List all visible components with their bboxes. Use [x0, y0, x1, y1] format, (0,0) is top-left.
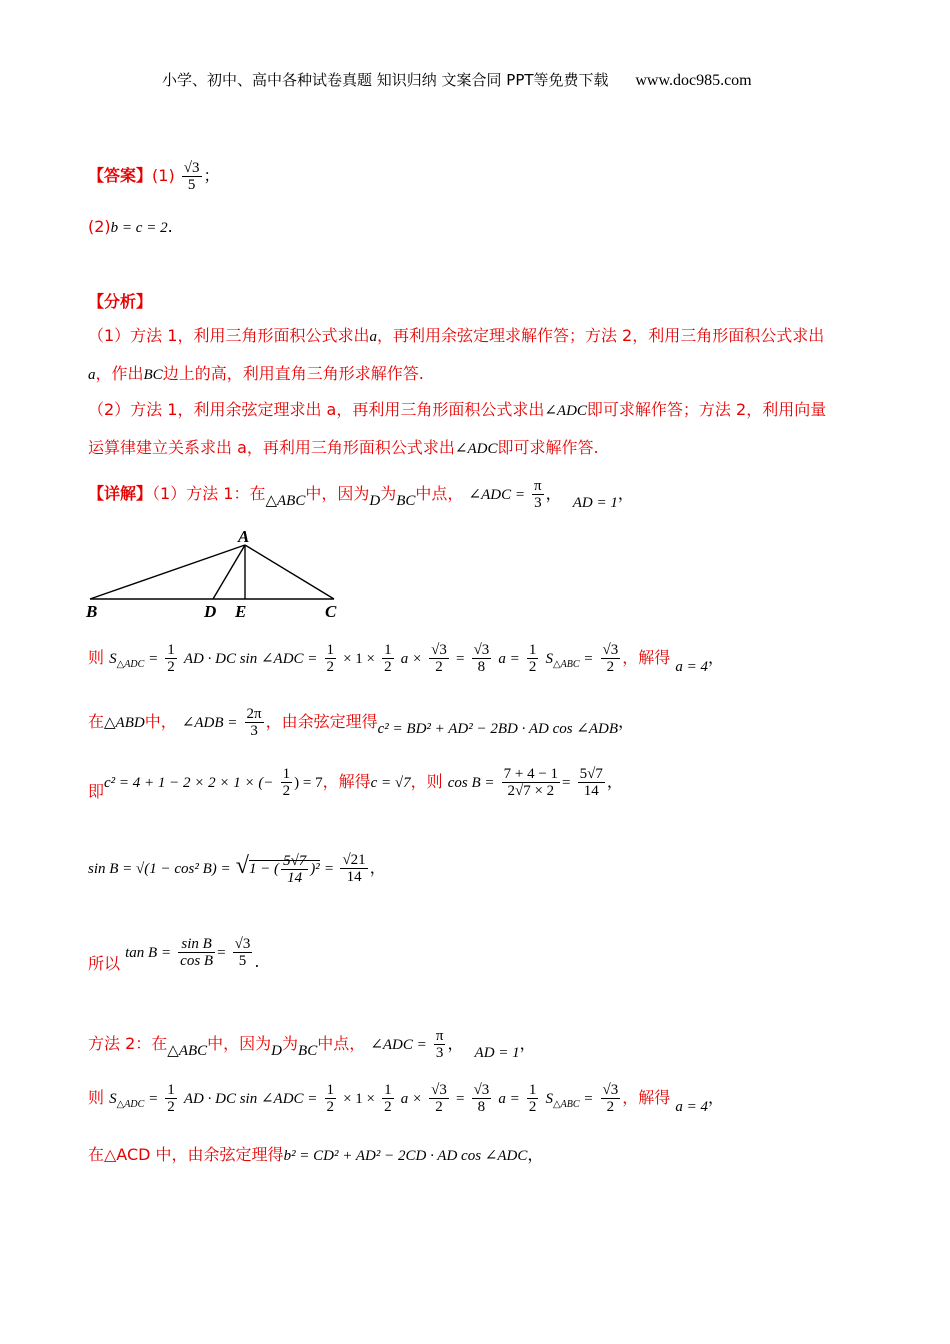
comma: ，: [707, 1088, 724, 1107]
answer-fraction-num: √3: [183, 160, 200, 176]
detail-angle-lhs: ∠ADC =: [468, 487, 525, 503]
acd-expr: b² = CD² + AD² − 2CD · AD cos ∠ADC: [283, 1148, 528, 1164]
sub: △ADC: [116, 659, 145, 670]
num: 5√7: [283, 853, 307, 870]
num: 7 + 4 − 1: [503, 766, 559, 782]
den: 14: [287, 870, 303, 887]
c2-end: ) = 7: [294, 775, 323, 791]
num: √3: [431, 1082, 447, 1098]
den: cos B: [180, 953, 214, 969]
suoyi: 所以: [88, 954, 121, 973]
analysis-line3-rest: 即可求解作答；方法 2，利用向量: [586, 400, 827, 419]
answer-label: 【答案】: [88, 166, 153, 185]
method2-intro: 方法 2：在: [88, 1034, 168, 1053]
frac-sqrt21-14: [340, 852, 367, 885]
ad1: AD = 1: [474, 1045, 520, 1061]
den: 2: [326, 659, 334, 675]
segment-ad: [213, 545, 245, 599]
den: 2: [384, 659, 392, 675]
detail-intro-d: 中点，: [415, 484, 464, 503]
answer-part1-end: ；: [203, 166, 220, 185]
detail-intro-b: 中，因为: [305, 484, 370, 503]
c2-expr: c² = BD² + AD² − 2BD · AD cos ∠ADB: [377, 721, 619, 737]
solve: ，解得: [622, 1088, 671, 1107]
sinb: sin B = √(1 − cos² B) =: [88, 861, 231, 877]
frac-sqrt3-2: [429, 642, 449, 675]
s: S: [545, 1091, 553, 1107]
comma: ，: [519, 1034, 536, 1053]
num: 1: [384, 642, 392, 658]
zhong: 中，: [144, 712, 177, 731]
solve: ，解得: [622, 648, 671, 667]
den: 2: [167, 1099, 175, 1115]
tanb: tan B =: [125, 945, 172, 961]
num: √3: [473, 1082, 490, 1098]
method2-intro-line: [88, 1028, 536, 1061]
segment-ab: [90, 545, 245, 599]
frac-sqrt3-8: [472, 642, 492, 675]
analysis-line2-bc: BC: [143, 367, 163, 383]
analysis-line2-text: ，作出: [95, 364, 144, 383]
num: 1: [326, 642, 334, 658]
num: 1: [384, 1082, 392, 1098]
acd-end: ，: [527, 1145, 544, 1164]
s-adc: $S_{\triangle ADC}$ =: [109, 651, 159, 670]
frac-num: π: [534, 478, 542, 494]
frac-half: [165, 642, 177, 675]
acd-text: 在△ACD 中，由余弦定理得: [88, 1145, 284, 1164]
a4: a = 4: [675, 659, 708, 675]
num: 1: [167, 1082, 175, 1098]
s: S: [109, 1091, 117, 1107]
label-d: D: [204, 602, 217, 621]
c2-line: 即c² = 4 + 1 − 2 × 2 × 1 × (− $\frac{1}{2}$ ) = 7，解得c = √7，则 cos B = $\frac{7 + 4 - 1}{2√7 \times 2}$ = $\frac{5√7}{14}$ ，: [88, 766, 623, 801]
x1x: × 1 ×: [343, 651, 376, 667]
intro-b: 中，因为: [207, 1034, 272, 1053]
label-b: B: [86, 602, 98, 621]
den: 3: [435, 1045, 444, 1061]
answer-line-2: [88, 217, 173, 237]
analysis-line4-rest: 即可求解作答.: [497, 438, 599, 457]
frac-half: [165, 1082, 177, 1115]
inner: 1 − (: [248, 861, 280, 877]
detail-ad1: AD = 1: [572, 495, 618, 511]
frac-sqrt3-8: [472, 1082, 492, 1115]
frac-cosb: [502, 766, 560, 799]
detail-bc: BC: [396, 493, 416, 509]
a-times: a ×: [400, 1091, 423, 1107]
num: √3: [473, 642, 490, 658]
den: 2: [384, 1099, 392, 1115]
label-a: A: [238, 527, 250, 546]
frac-half: [527, 1082, 539, 1115]
analysis-line-4: [88, 435, 599, 458]
frac-5sqrt7-14: [578, 766, 605, 799]
sub: △ABC: [552, 659, 580, 670]
num: 1: [326, 1082, 334, 1098]
num: √3: [602, 642, 619, 658]
den: 2: [435, 1099, 443, 1115]
analysis-line1-rest: ，再利用余弦定理求解作答；方法 2，利用三角形面积公式求出: [376, 326, 825, 345]
triangle-figure: [84, 526, 344, 622]
frac-den: 3: [534, 495, 542, 511]
num: √3: [431, 642, 447, 658]
num: √3: [234, 936, 251, 952]
num: 1: [528, 1082, 537, 1098]
area-mid: AD · DC sin ∠ADC =: [183, 1091, 318, 1107]
frac-half: [281, 766, 293, 799]
intro-c: 为: [282, 1034, 299, 1053]
s-abc: $S_{\triangle ABC}$ =: [545, 651, 594, 670]
intro-d: 中点，: [317, 1034, 366, 1053]
solve-c: ，解得: [322, 772, 371, 791]
s: S: [109, 651, 117, 667]
s-abc: $S_{\triangle ABC}$ =: [545, 1091, 594, 1110]
num: 5√7: [579, 766, 603, 782]
analysis-line-3: [88, 397, 826, 420]
den: 2: [606, 1099, 615, 1115]
analysis-line4-text: 运算律建立关系求出 a，再利用三角形面积公式求出: [88, 438, 455, 457]
den: 2: [528, 659, 537, 675]
acd-line: [88, 1142, 543, 1165]
a-eq: a =: [498, 1091, 520, 1107]
detail-label: 【详解】: [88, 484, 153, 503]
abd: △ABD: [104, 715, 145, 731]
frac-sqrt3-2: [429, 1082, 449, 1115]
answer-part2-expr: b = c = 2: [110, 220, 168, 236]
den: 2: [606, 659, 615, 675]
analysis-line2-rest: 边上的高，利用直角三角形求解作答.: [162, 364, 424, 383]
comma: ，: [447, 1034, 464, 1053]
frac-half: [382, 642, 394, 675]
c2-calc: c² = 4 + 1 − 2 × 2 × 1 × (−: [104, 775, 274, 791]
s-adc: $S_{\triangle ADC}$ =: [109, 1091, 159, 1110]
detail-intro-line: [88, 478, 634, 511]
frac-2pi-3: [245, 706, 264, 739]
comma: ，: [369, 858, 386, 877]
answer-line-1: [88, 160, 220, 193]
answer-fraction-den: 5: [187, 177, 196, 193]
detail-intro-c: 为: [380, 484, 397, 503]
header-text: 小学、初中、高中各种试卷真题 知识归纳 文案合同 PPT等免费下载: [162, 71, 609, 89]
segment-ac: [245, 545, 334, 599]
sqrt-sign: √: [235, 853, 249, 879]
frac-5sqrt7-14: [281, 853, 308, 886]
detail-pi-over-3: [532, 478, 544, 511]
num: 2π: [246, 706, 262, 722]
den: 8: [477, 659, 486, 675]
sinb-line: sin B = √(1 − cos² B) = √1 − ( $\frac{5√7}{14}$ )² = $\frac{√21}{14}$ ，: [88, 852, 386, 887]
abd-line: [88, 706, 634, 739]
analysis-line1-text: （1）方法 1，利用三角形面积公式求出: [88, 326, 370, 345]
frac-half: [527, 642, 539, 675]
period: .: [254, 952, 260, 971]
den: 14: [583, 783, 599, 799]
label-c: C: [325, 602, 337, 621]
analysis-line4-angle: ∠ADC: [454, 441, 498, 457]
den: 2: [167, 659, 175, 675]
den: 2: [528, 1099, 537, 1115]
cosb: cos B =: [447, 775, 495, 791]
analysis-line-1: [88, 323, 824, 346]
num: 1: [528, 642, 537, 658]
tanb-line: 所以 tan B = $\frac{\text{sin B}}{\text{cos B}}$ = $\frac{√3}{5}$ .: [88, 936, 260, 973]
answer-part2-end: .: [167, 217, 173, 236]
num: √21: [342, 852, 366, 868]
den: 14: [346, 869, 362, 885]
comma: ，: [545, 484, 562, 503]
comma: ，: [617, 484, 634, 503]
frac-sqrt3-2: [601, 1082, 621, 1115]
answer-part2-prefix: (2): [88, 217, 111, 236]
tri: △ABC: [167, 1043, 208, 1059]
inner-end: )²: [310, 861, 320, 877]
frac-half: [382, 1082, 394, 1115]
zai: 在: [88, 712, 105, 731]
s: S: [545, 651, 553, 667]
detail-tri: △ABC: [265, 493, 306, 509]
d: D: [271, 1043, 283, 1059]
detail-d: D: [369, 493, 381, 509]
a4: a = 4: [675, 1099, 708, 1115]
num: 1: [282, 766, 291, 782]
comma: ，: [606, 772, 623, 791]
ze: 则: [88, 1088, 105, 1107]
frac-half: [325, 1082, 337, 1115]
den: 3: [250, 723, 258, 739]
den: 2: [326, 1099, 334, 1115]
a-eq: a =: [498, 651, 520, 667]
sub: △ADC: [116, 1099, 145, 1110]
area-line-2: 则 $S_{\triangle ADC}$ = $\frac{1}{2}$ AD · DC sin ∠ADC = $\frac{1}{2}$ × 1 × $\frac{1}{2}$ a × $\frac{√3}{2}$ = $\frac{√3}{8}$ a = $\frac{1}{2}$ $S_{\triangle ABC}$ = $\frac{√3}{2}$ ，解得 a = 4，: [88, 1082, 724, 1115]
sqrt-body: [248, 853, 320, 887]
detail-intro-a: （1）方法 1：在: [152, 484, 266, 503]
x1x: × 1 ×: [343, 1091, 376, 1107]
den: 8: [477, 1099, 486, 1115]
frac-sqrt3-5: [233, 936, 253, 969]
frac-half: [325, 642, 337, 675]
frac-sinb-cosb: [178, 936, 215, 969]
comma: ，: [618, 712, 635, 731]
num: √3: [602, 1082, 619, 1098]
ze2: ，则: [410, 772, 443, 791]
label-e: E: [235, 602, 247, 621]
angle-lhs: ∠ADC =: [370, 1037, 427, 1053]
analysis-label: 【分析】: [88, 292, 153, 311]
area-mid: AD · DC sin ∠ADC =: [183, 651, 318, 667]
analysis-line1-var: a: [369, 329, 377, 345]
angle-adb: ∠ADB =: [181, 715, 238, 731]
a-times: a ×: [400, 651, 423, 667]
header-url: www.doc985.com: [635, 72, 752, 89]
answer-part1-prefix: (1): [152, 166, 175, 185]
analysis-line3-text: （2）方法 1，利用余弦定理求出 a，再利用三角形面积公式求出: [88, 400, 545, 419]
den: 5: [238, 953, 247, 969]
bc: BC: [298, 1043, 318, 1059]
num: sin B: [178, 936, 215, 953]
analysis-line-2: [88, 361, 424, 384]
den: 2√7 × 2: [507, 783, 555, 799]
ji: 即: [88, 782, 105, 801]
den: 2: [435, 659, 443, 675]
analysis-line3-angle: ∠ADC: [544, 403, 587, 419]
area-line-1: 则 $S_{\triangle ADC}$ = $\frac{1}{2}$ AD · DC sin ∠ADC = $\frac{1}{2}$ × 1 × $\frac{1}{2}$ a × $\frac{√3}{2}$ = $\frac{√3}{8}$ a = $\frac{1}{2}$ $S_{\triangle ABC}$ = $\frac{√3}{2}$ ，解得 a = 4，: [88, 642, 724, 675]
cos-law: ，由余弦定理得: [265, 712, 378, 731]
num: 1: [167, 642, 175, 658]
den: 2: [282, 783, 291, 799]
sub: △ABC: [552, 1099, 580, 1110]
page-header: [162, 69, 752, 90]
frac-sqrt3-2: [601, 642, 621, 675]
num: π: [435, 1028, 444, 1044]
frac-pi-3: [434, 1028, 446, 1061]
analysis-line2-var: a: [88, 367, 96, 383]
comma: ，: [707, 648, 724, 667]
c-eq: c = √7: [370, 775, 411, 791]
answer-fraction: [182, 160, 202, 193]
ze: 则: [88, 648, 105, 667]
